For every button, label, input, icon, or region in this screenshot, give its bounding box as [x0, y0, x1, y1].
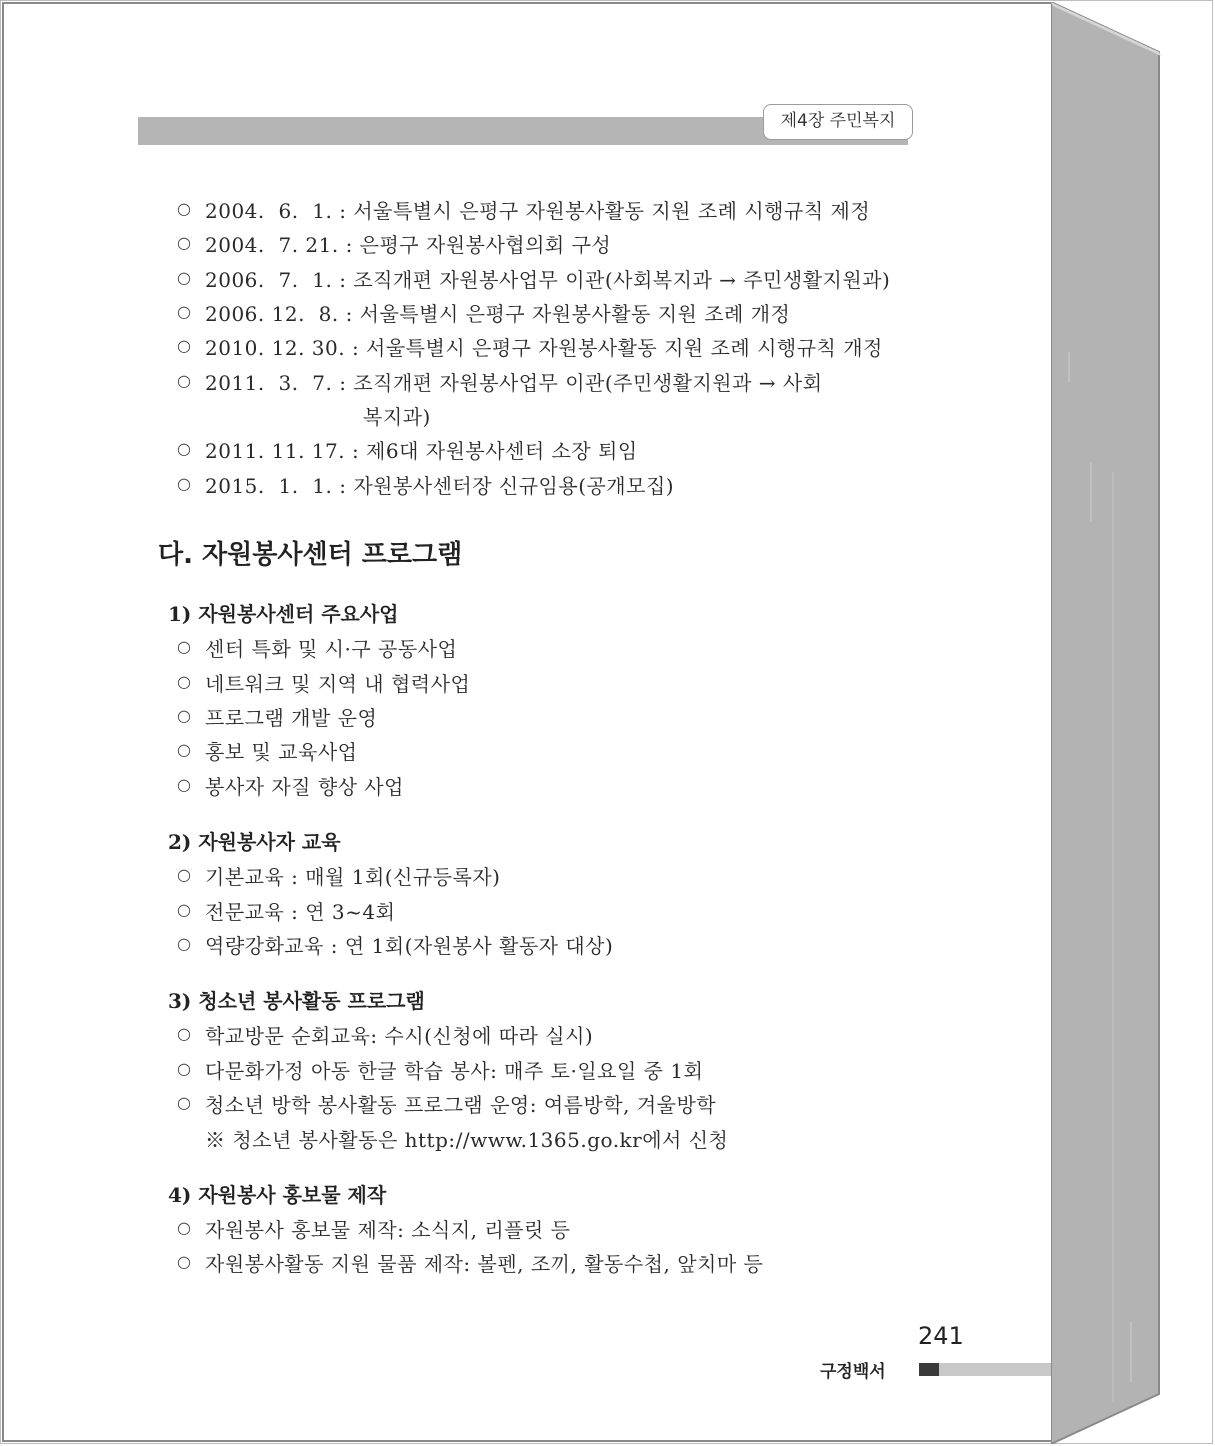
history-item [205, 470, 674, 499]
history-date: 2006. 12. 8. [205, 302, 339, 326]
chapter-tab: 제4장 주민복지 [763, 104, 913, 140]
history-item [205, 229, 611, 258]
bullet-icon: ○ [177, 474, 191, 493]
history-date: 2004. 6. 1. [205, 199, 333, 223]
history-text: : 제6대 자원봉사센터 소장 퇴임 [345, 439, 638, 463]
history-text: : 조직개편 자원봉사업무 이관(사회복지과 → 주민생활지원과) [332, 268, 891, 292]
bullet-icon: ○ [177, 934, 191, 953]
bullet-icon: ○ [177, 1059, 191, 1078]
bullet-icon: ○ [177, 900, 191, 919]
history-item [205, 332, 883, 361]
book-title: 구정백서 [820, 1362, 886, 1382]
bullet-icon: ○ [177, 706, 191, 725]
bullet-icon: ○ [177, 1024, 191, 1043]
note: ※ 청소년 봉사활동은 http://www.1365.go.kr에서 신청 [205, 1128, 729, 1152]
bullet-icon: ○ [177, 637, 191, 656]
history-continuation: 복지과) [363, 405, 431, 429]
subsection-title: 1) 자원봉사센터 주요사업 [168, 602, 399, 626]
history-text: : 조직개편 자원봉사업무 이관(주민생활지원과 → 사회 [332, 371, 823, 395]
list-item: 역량강화교육 : 연 1회(자원봉사 활동자 대상) [205, 934, 614, 958]
subsection-title: 2) 자원봉사자 교육 [168, 830, 341, 854]
bullet-icon: ○ [177, 336, 191, 355]
bullet-icon: ○ [177, 740, 191, 759]
bullet-icon: ○ [177, 371, 191, 390]
history-text: : 서울특별시 은평구 자원봉사활동 지원 조례 시행규칙 제정 [332, 199, 871, 223]
list-item: 봉사자 자질 향상 사업 [205, 775, 404, 799]
list-item: 네트워크 및 지역 내 협력사업 [205, 672, 471, 696]
bullet-icon: ○ [177, 233, 191, 252]
bullet-icon: ○ [177, 865, 191, 884]
list-item: 홍보 및 교육사업 [205, 740, 358, 764]
list-item: 다문화가정 아동 한글 학습 봉사: 매주 토·일요일 중 1회 [205, 1059, 704, 1083]
list-item: 자원봉사 홍보물 제작: 소식지, 리플릿 등 [205, 1218, 571, 1242]
footer-bar-light [939, 1363, 1051, 1376]
history-item [205, 435, 638, 464]
bullet-icon: ○ [177, 1252, 191, 1271]
history-date: 2006. 7. 1. [205, 268, 333, 292]
bullet-icon: ○ [177, 439, 191, 458]
list-item: 청소년 방학 봉사활동 프로그램 운영: 여름방학, 겨울방학 [205, 1093, 717, 1117]
bullet-icon: ○ [177, 1218, 191, 1237]
history-item [205, 367, 823, 396]
list-item: 기본교육 : 매월 1회(신규등록자) [205, 865, 501, 889]
page-stack-edge [1051, 2, 1213, 1444]
history-item [205, 195, 870, 224]
history-text: : 서울특별시 은평구 자원봉사활동 지원 조례 시행규칙 개정 [345, 336, 883, 360]
history-date: 2011. 3. 7. [205, 371, 333, 395]
history-text: : 자원봉사센터장 신규임용(공개모집) [332, 474, 675, 498]
list-item: 자원봉사활동 지원 물품 제작: 볼펜, 조끼, 활동수첩, 앞치마 등 [205, 1252, 764, 1276]
list-item: 전문교육 : 연 3~4회 [205, 900, 396, 924]
history-date: 2011. 11. 17. [205, 439, 346, 463]
history-text: : 은평구 자원봉사협의회 구성 [338, 233, 612, 257]
bullet-icon: ○ [177, 672, 191, 691]
list-item: 프로그램 개발 운영 [205, 706, 378, 730]
footer-bar-dark [919, 1363, 939, 1376]
bullet-icon: ○ [177, 199, 191, 218]
bullet-icon: ○ [177, 302, 191, 321]
history-text: : 서울특별시 은평구 자원봉사활동 지원 조례 개정 [338, 302, 791, 326]
history-item [205, 264, 890, 293]
page-number: 241 [918, 1322, 964, 1350]
list-item: 센터 특화 및 시·구 공동사업 [205, 637, 458, 661]
history-date: 2004. 7. 21. [205, 233, 339, 257]
bullet-icon: ○ [177, 775, 191, 794]
bullet-icon: ○ [177, 1093, 191, 1112]
history-item [205, 298, 790, 327]
bullet-icon: ○ [177, 268, 191, 287]
list-item: 학교방문 순회교육: 수시(신청에 따라 실시) [205, 1024, 594, 1048]
history-date: 2010. 12. 30. [205, 336, 346, 360]
subsection-title: 3) 청소년 봉사활동 프로그램 [168, 989, 425, 1013]
section-title: 다. 자원봉사센터 프로그램 [158, 540, 463, 570]
subsection-title: 4) 자원봉사 홍보물 제작 [168, 1183, 387, 1207]
history-date: 2015. 1. 1. [205, 474, 333, 498]
